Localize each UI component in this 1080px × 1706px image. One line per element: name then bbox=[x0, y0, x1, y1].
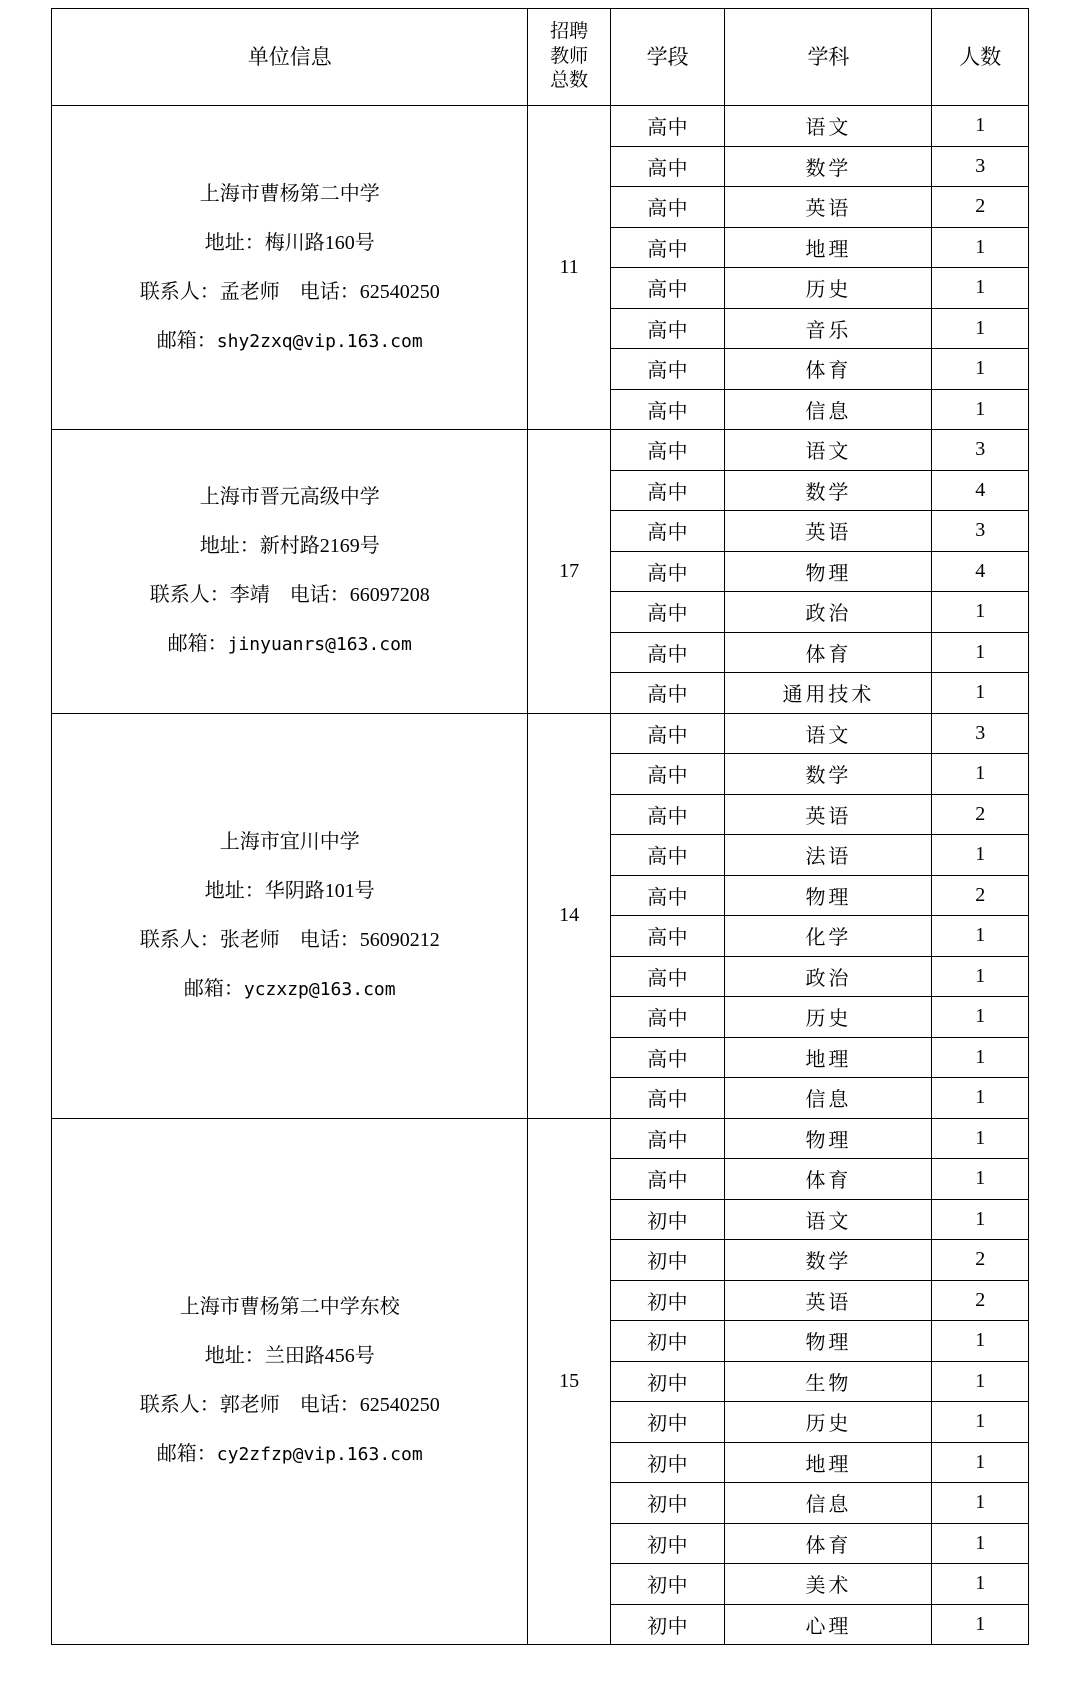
header-count: 人数 bbox=[932, 9, 1029, 106]
count-cell: 2 bbox=[932, 1240, 1029, 1281]
stage-cell: 初中 bbox=[610, 1483, 725, 1524]
stage-cell: 高中 bbox=[610, 106, 725, 147]
count-cell: 1 bbox=[932, 1604, 1029, 1645]
stage-cell: 高中 bbox=[610, 835, 725, 876]
school-email-label: 邮箱： bbox=[156, 1443, 217, 1466]
count-cell: 1 bbox=[932, 835, 1029, 876]
count-cell: 1 bbox=[932, 106, 1029, 147]
school-address: 地址：新村路2169号 bbox=[199, 535, 380, 558]
stage-cell: 高中 bbox=[610, 997, 725, 1038]
stage-cell: 初中 bbox=[610, 1604, 725, 1645]
school-total: 14 bbox=[528, 713, 610, 1118]
subject-cell: 信息 bbox=[725, 1483, 932, 1524]
subject-cell: 地理 bbox=[725, 227, 932, 268]
school-email bbox=[52, 620, 527, 669]
stage-cell: 初中 bbox=[610, 1442, 725, 1483]
school-contact: 联系人：郭老师 电话：62540250 bbox=[139, 1394, 440, 1417]
table-row bbox=[52, 430, 1029, 471]
table-row bbox=[52, 106, 1029, 147]
count-cell: 1 bbox=[932, 1402, 1029, 1443]
count-cell: 1 bbox=[932, 227, 1029, 268]
count-cell: 1 bbox=[932, 308, 1029, 349]
school-info-cell bbox=[52, 1118, 528, 1645]
count-cell: 2 bbox=[932, 794, 1029, 835]
stage-cell: 初中 bbox=[610, 1564, 725, 1605]
subject-cell: 物理 bbox=[725, 1321, 932, 1362]
subject-cell: 英语 bbox=[725, 1280, 932, 1321]
count-cell: 1 bbox=[932, 1483, 1029, 1524]
stage-cell: 高中 bbox=[610, 673, 725, 714]
header-total-line-1: 招聘 bbox=[550, 20, 589, 42]
school-address: 地址：梅川路160号 bbox=[204, 231, 375, 254]
count-cell: 1 bbox=[932, 1321, 1029, 1362]
header-unit: 单位信息 bbox=[52, 9, 528, 106]
subject-cell: 英语 bbox=[725, 794, 932, 835]
count-cell: 1 bbox=[932, 916, 1029, 957]
school-email bbox=[52, 1430, 527, 1479]
school-name: 上海市宜川中学 bbox=[219, 830, 360, 853]
stage-cell: 高中 bbox=[610, 349, 725, 390]
stage-cell: 初中 bbox=[610, 1361, 725, 1402]
table-row bbox=[52, 713, 1029, 754]
count-cell: 1 bbox=[932, 673, 1029, 714]
header-total-line-3: 总数 bbox=[550, 70, 589, 92]
header-total-line-2: 教师 bbox=[550, 45, 589, 67]
subject-cell: 语文 bbox=[725, 430, 932, 471]
stage-cell: 高中 bbox=[610, 1159, 725, 1200]
count-cell: 1 bbox=[932, 1159, 1029, 1200]
count-cell: 2 bbox=[932, 187, 1029, 228]
stage-cell: 高中 bbox=[610, 713, 725, 754]
count-cell: 3 bbox=[932, 430, 1029, 471]
count-cell: 1 bbox=[932, 1523, 1029, 1564]
stage-cell: 高中 bbox=[610, 187, 725, 228]
stage-cell: 高中 bbox=[610, 794, 725, 835]
stage-cell: 高中 bbox=[610, 916, 725, 957]
stage-cell: 高中 bbox=[610, 308, 725, 349]
stage-cell: 高中 bbox=[610, 146, 725, 187]
count-cell: 1 bbox=[932, 349, 1029, 390]
school-address: 地址：兰田路456号 bbox=[204, 1345, 375, 1368]
stage-cell: 高中 bbox=[610, 632, 725, 673]
count-cell: 2 bbox=[932, 1280, 1029, 1321]
subject-cell: 物理 bbox=[725, 875, 932, 916]
stage-cell: 初中 bbox=[610, 1321, 725, 1362]
subject-cell: 地理 bbox=[725, 1037, 932, 1078]
subject-cell: 政治 bbox=[725, 592, 932, 633]
stage-cell: 初中 bbox=[610, 1199, 725, 1240]
school-contact: 联系人：孟老师 电话：62540250 bbox=[139, 280, 440, 303]
count-cell: 1 bbox=[932, 754, 1029, 795]
subject-cell: 历史 bbox=[725, 1402, 932, 1443]
header-stage: 学段 bbox=[610, 9, 725, 106]
header-subject: 学科 bbox=[725, 9, 932, 106]
subject-cell: 物理 bbox=[725, 551, 932, 592]
stage-cell: 高中 bbox=[610, 1037, 725, 1078]
stage-cell: 初中 bbox=[610, 1523, 725, 1564]
stage-cell: 高中 bbox=[610, 956, 725, 997]
header-total bbox=[528, 9, 610, 106]
school-address: 地址：华阴路101号 bbox=[204, 879, 375, 902]
subject-cell: 语文 bbox=[725, 1199, 932, 1240]
subject-cell: 英语 bbox=[725, 187, 932, 228]
stage-cell: 高中 bbox=[610, 511, 725, 552]
subject-cell: 数学 bbox=[725, 470, 932, 511]
stage-cell: 高中 bbox=[610, 227, 725, 268]
stage-cell: 初中 bbox=[610, 1240, 725, 1281]
stage-cell: 高中 bbox=[610, 1078, 725, 1119]
count-cell: 1 bbox=[932, 1442, 1029, 1483]
count-cell: 1 bbox=[932, 632, 1029, 673]
count-cell: 3 bbox=[932, 713, 1029, 754]
subject-cell: 数学 bbox=[725, 146, 932, 187]
school-info-cell bbox=[52, 713, 528, 1118]
stage-cell: 高中 bbox=[610, 389, 725, 430]
count-cell: 2 bbox=[932, 875, 1029, 916]
count-cell: 1 bbox=[932, 592, 1029, 633]
school-contact: 联系人：李靖 电话：66097208 bbox=[149, 584, 430, 607]
subject-cell: 语文 bbox=[725, 106, 932, 147]
subject-cell: 信息 bbox=[725, 1078, 932, 1119]
school-name: 上海市晋元高级中学 bbox=[199, 486, 380, 509]
count-cell: 1 bbox=[932, 1199, 1029, 1240]
school-name: 上海市曹杨第二中学 bbox=[199, 182, 380, 205]
count-cell: 3 bbox=[932, 511, 1029, 552]
subject-cell: 法语 bbox=[725, 835, 932, 876]
subject-cell: 历史 bbox=[725, 268, 932, 309]
count-cell: 4 bbox=[932, 470, 1029, 511]
subject-cell: 信息 bbox=[725, 389, 932, 430]
subject-cell: 体育 bbox=[725, 1159, 932, 1200]
school-email-value: yczxzp@163.com bbox=[243, 978, 396, 1000]
school-email-label: 邮箱： bbox=[167, 633, 228, 656]
count-cell: 1 bbox=[932, 1078, 1029, 1119]
subject-cell: 历史 bbox=[725, 997, 932, 1038]
school-contact: 联系人：张老师 电话：56090212 bbox=[139, 928, 440, 951]
subject-cell: 音乐 bbox=[725, 308, 932, 349]
stage-cell: 高中 bbox=[610, 551, 725, 592]
count-cell: 1 bbox=[932, 1118, 1029, 1159]
recruitment-table bbox=[51, 8, 1029, 1645]
table-body bbox=[52, 106, 1029, 1645]
school-email-value: jinyuanrs@163.com bbox=[227, 634, 412, 656]
subject-cell: 英语 bbox=[725, 511, 932, 552]
subject-cell: 心理 bbox=[725, 1604, 932, 1645]
stage-cell: 初中 bbox=[610, 1402, 725, 1443]
subject-cell: 体育 bbox=[725, 1523, 932, 1564]
subject-cell: 语文 bbox=[725, 713, 932, 754]
stage-cell: 高中 bbox=[610, 268, 725, 309]
count-cell: 1 bbox=[932, 1361, 1029, 1402]
stage-cell: 高中 bbox=[610, 1118, 725, 1159]
subject-cell: 生物 bbox=[725, 1361, 932, 1402]
school-email-value: cy2zfzp@vip.163.com bbox=[216, 1444, 423, 1466]
stage-cell: 初中 bbox=[610, 1280, 725, 1321]
subject-cell: 数学 bbox=[725, 754, 932, 795]
school-info-cell bbox=[52, 106, 528, 430]
count-cell: 4 bbox=[932, 551, 1029, 592]
school-email bbox=[52, 965, 527, 1014]
subject-cell: 地理 bbox=[725, 1442, 932, 1483]
school-email-value: shy2zxq@vip.163.com bbox=[216, 330, 423, 352]
count-cell: 1 bbox=[932, 1564, 1029, 1605]
school-total: 15 bbox=[528, 1118, 610, 1645]
subject-cell: 化学 bbox=[725, 916, 932, 957]
count-cell: 3 bbox=[932, 146, 1029, 187]
count-cell: 1 bbox=[932, 997, 1029, 1038]
count-cell: 1 bbox=[932, 956, 1029, 997]
stage-cell: 高中 bbox=[610, 592, 725, 633]
school-info-cell bbox=[52, 430, 528, 714]
school-email-label: 邮箱： bbox=[183, 977, 244, 1000]
stage-cell: 高中 bbox=[610, 754, 725, 795]
school-name: 上海市曹杨第二中学东校 bbox=[179, 1296, 400, 1319]
school-email bbox=[52, 317, 527, 366]
school-total: 17 bbox=[528, 430, 610, 714]
count-cell: 1 bbox=[932, 1037, 1029, 1078]
table-header bbox=[52, 9, 1029, 106]
stage-cell: 高中 bbox=[610, 470, 725, 511]
subject-cell: 数学 bbox=[725, 1240, 932, 1281]
stage-cell: 高中 bbox=[610, 875, 725, 916]
subject-cell: 通用技术 bbox=[725, 673, 932, 714]
subject-cell: 体育 bbox=[725, 632, 932, 673]
header-row bbox=[52, 9, 1029, 106]
stage-cell: 高中 bbox=[610, 430, 725, 471]
school-total: 11 bbox=[528, 106, 610, 430]
subject-cell: 政治 bbox=[725, 956, 932, 997]
subject-cell: 美术 bbox=[725, 1564, 932, 1605]
school-email-label: 邮箱： bbox=[156, 329, 217, 352]
table-row bbox=[52, 1118, 1029, 1159]
count-cell: 1 bbox=[932, 389, 1029, 430]
count-cell: 1 bbox=[932, 268, 1029, 309]
subject-cell: 物理 bbox=[725, 1118, 932, 1159]
subject-cell: 体育 bbox=[725, 349, 932, 390]
